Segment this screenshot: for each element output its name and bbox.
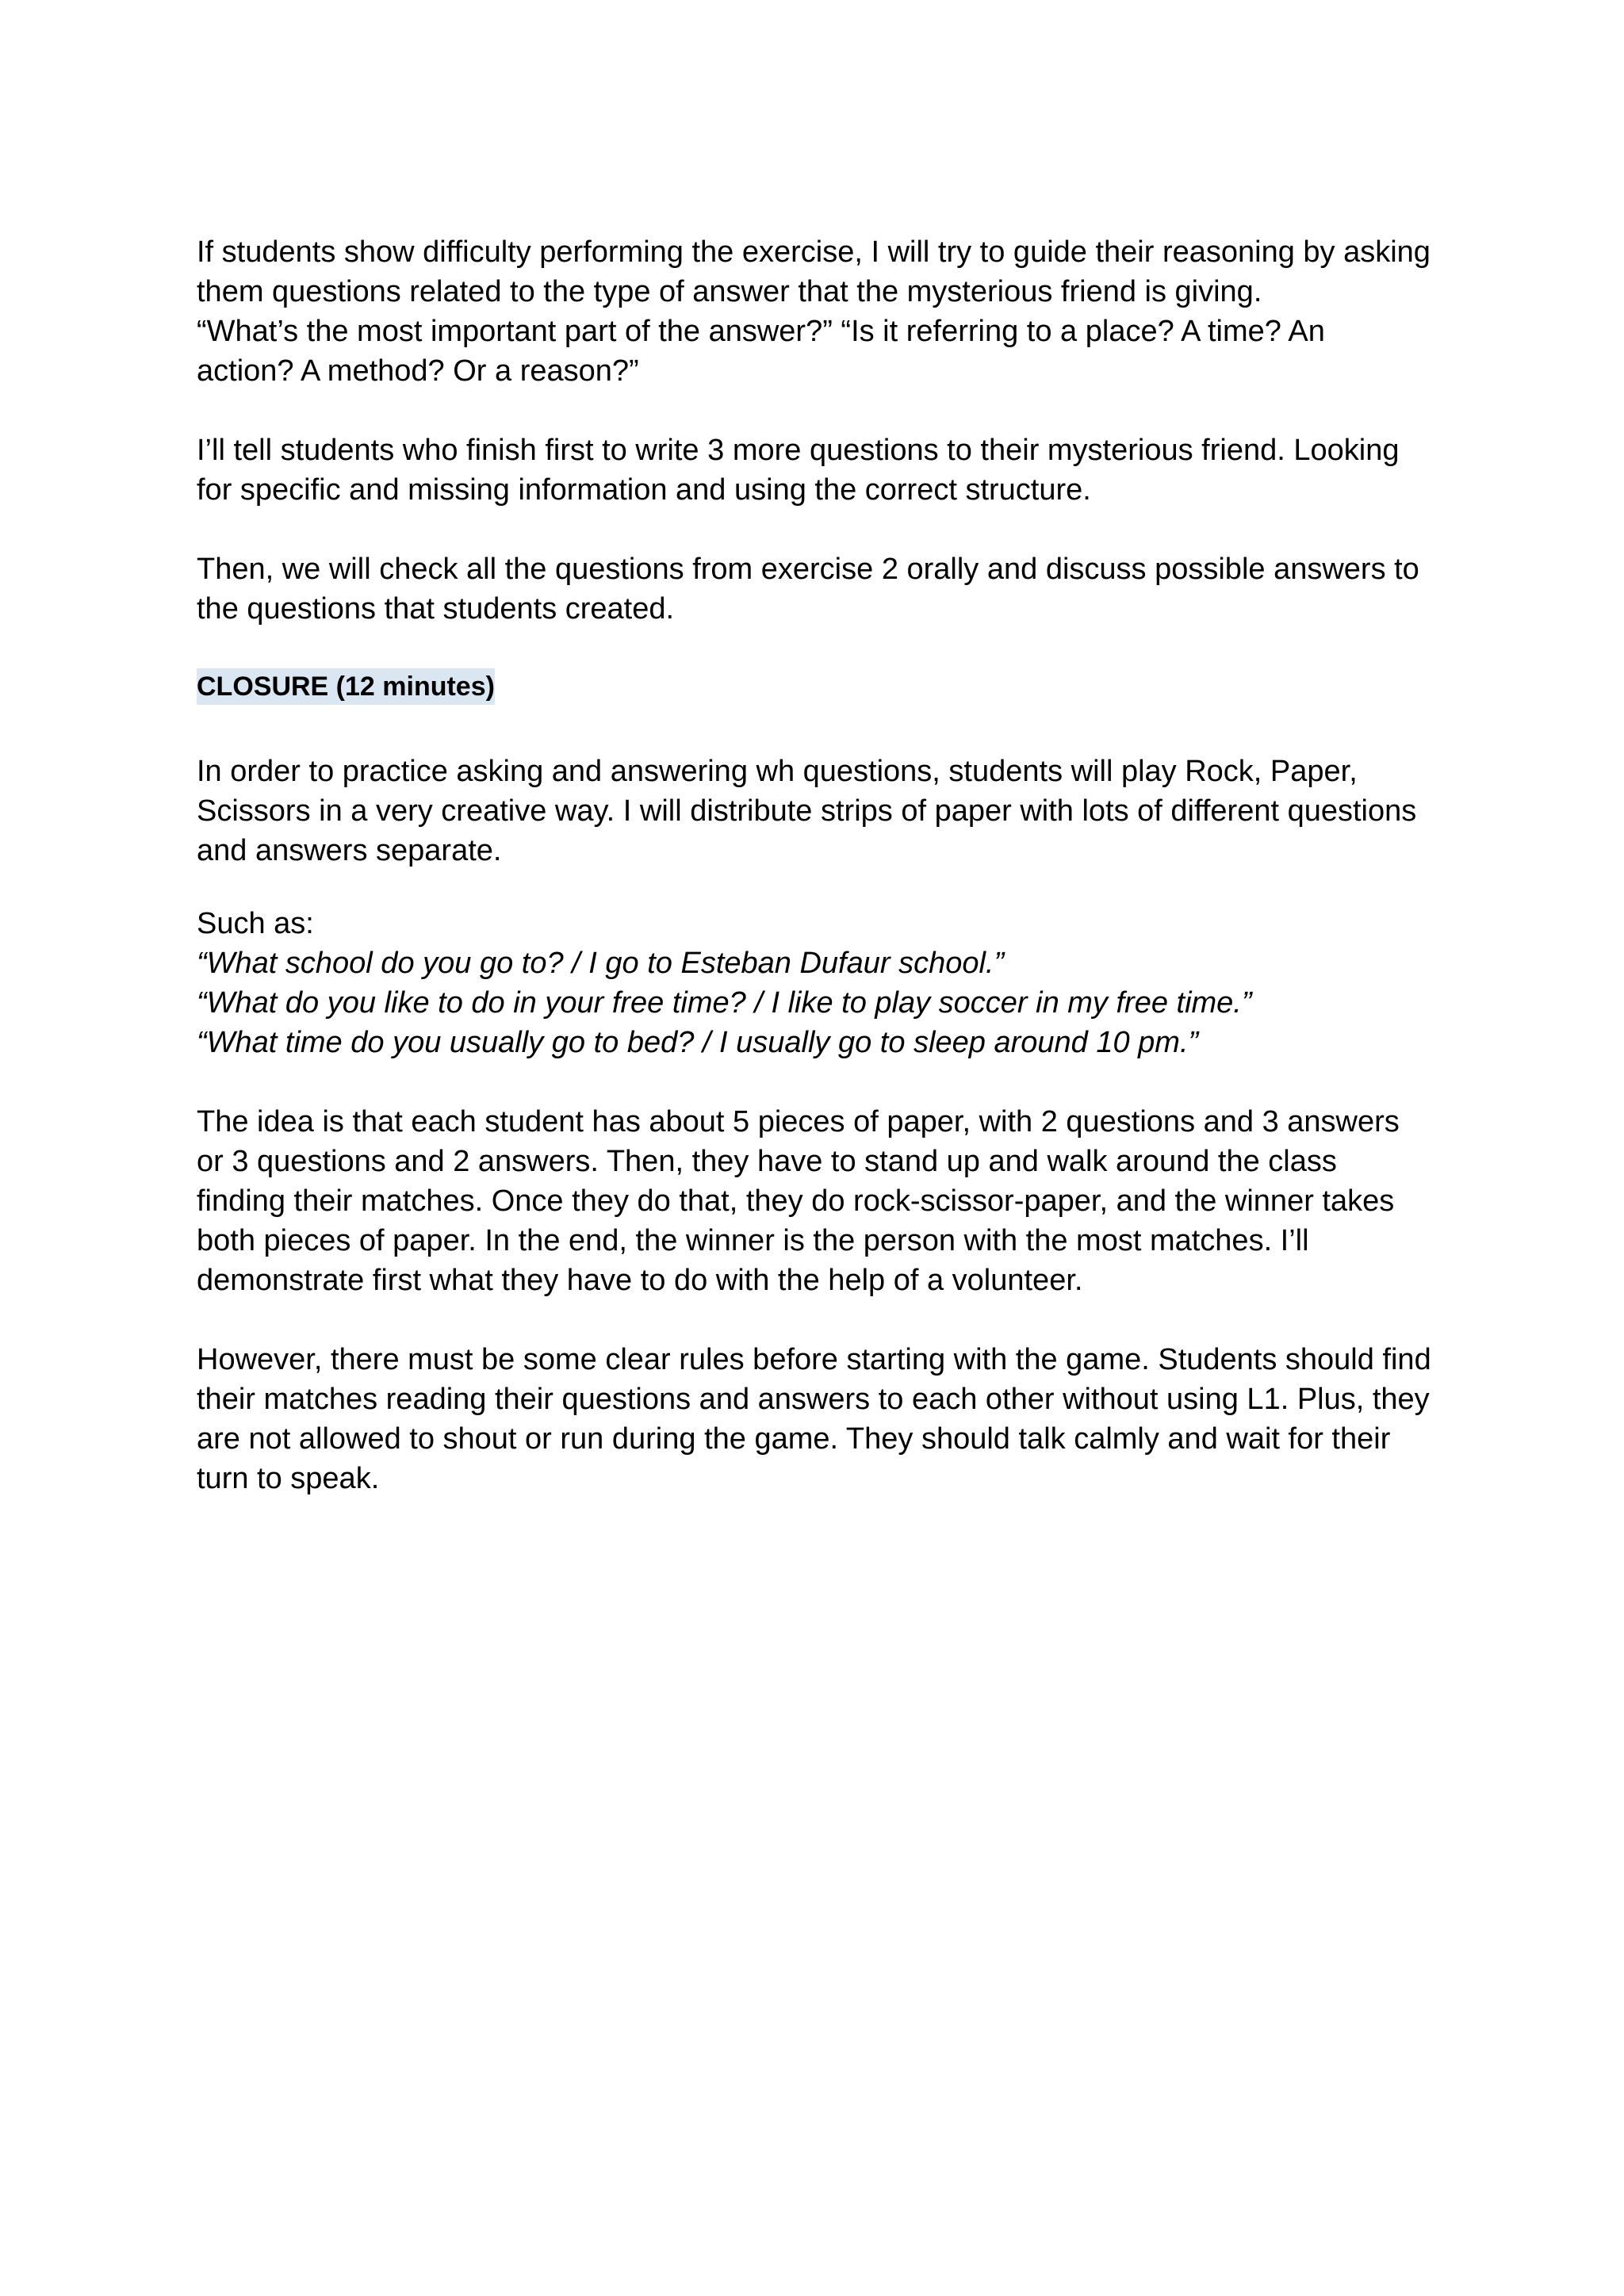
text-line: their matches reading their questions and answers to each other without using L1. Plus, they: [197, 1383, 1430, 1416]
text-line: In order to practice asking and answering wh questions, students will play Rock, Paper,: [197, 755, 1358, 788]
text-line: The idea is that each student has about 5 pieces of paper, with 2 questions and 3 answers: [197, 1105, 1400, 1138]
section-heading-container: [197, 668, 1438, 712]
text-line: However, there must be some clear rules before starting with the game. Students should find: [197, 1343, 1431, 1376]
text-line: If students show difficulty performing the exercise, I will try to guide their reasoning by asking: [197, 235, 1431, 269]
closure-heading: CLOSURE (12 minutes): [197, 668, 495, 705]
text-line: I’ll tell students who finish first to write 3 more questions to their mysterious friend. Looking: [197, 434, 1400, 467]
paragraph-spacer: [197, 510, 1438, 549]
text-line: finding their matches. Once they do that, they do rock-scissor-paper, and the winner takes: [197, 1184, 1395, 1218]
text-line: “What’s the most important part of the answer?” “Is it referring to a place? A time? An: [197, 315, 1325, 348]
text-line: both pieces of paper. In the end, the winner is the person with the most matches. I’ll: [197, 1224, 1309, 1257]
text-line: action? A method? Or a reason?”: [197, 354, 639, 388]
text-line: the questions that students created.: [197, 592, 675, 626]
paragraph-guidance: [197, 232, 1438, 391]
text-line: Then, we will check all the questions from exercise 2 orally and discuss possible answers to: [197, 553, 1419, 586]
example-item: “What time do you usually go to bed? / I usually go to sleep around 10 pm.”: [197, 1026, 1199, 1059]
paragraph-spacer: [197, 871, 1438, 904]
paragraph-check-questions: [197, 549, 1438, 629]
paragraph-spacer: [197, 1062, 1438, 1102]
text-line: them questions related to the type of answer that the mysterious friend is giving.: [197, 275, 1262, 308]
text-line: demonstrate first what they have to do with the help of a volunteer.: [197, 1264, 1083, 1297]
text-line: and answers separate.: [197, 834, 502, 867]
text-line: for specific and missing information and using the correct structure.: [197, 473, 1091, 507]
document-body: [197, 232, 1438, 1498]
paragraph-spacer: [197, 1300, 1438, 1340]
paragraph-closure-intro: [197, 752, 1438, 871]
text-line: are not allowed to shout or run during the game. They should talk calmly and wait for their: [197, 1422, 1391, 1456]
paragraph-spacer: [197, 391, 1438, 430]
examples-block: [197, 904, 1438, 1062]
text-line: turn to speak.: [197, 1462, 380, 1495]
example-item: “What school do you go to? / I go to Esteban Dufaur school.”: [197, 947, 1005, 980]
example-item: “What do you like to do in your free time? / I like to play soccer in my free time.”: [197, 986, 1252, 1020]
text-line: or 3 questions and 2 answers. Then, they have to stand up and walk around the class: [197, 1145, 1337, 1178]
paragraph-spacer: [197, 712, 1438, 752]
paragraph-game-rules: [197, 1340, 1438, 1498]
paragraph-game-idea: [197, 1102, 1438, 1300]
examples-intro: Such as:: [197, 907, 314, 940]
text-line: Scissors in a very creative way. I will distribute strips of paper with lots of different questions: [197, 794, 1417, 828]
paragraph-extra-questions: [197, 430, 1438, 510]
paragraph-spacer: [197, 629, 1438, 668]
